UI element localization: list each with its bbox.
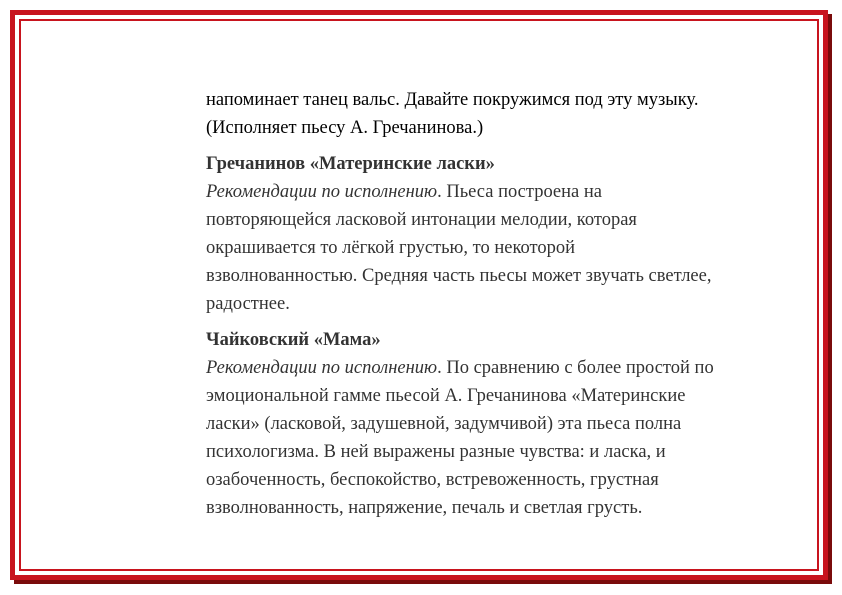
section-body-tchaikovsky	[206, 354, 726, 522]
slide-content	[206, 86, 726, 530]
section-text: . По сравнению с более простой по эмоциональной гамме пьесой А. Гречанинова «Материнские ласки» (ласковой, задушевной, задумчивой) эта пьеса полна психологизма. В ней выражены разные чувства: и ласка, и озабоченность, беспокойство, встревоженность, грустная взволнованность, напряжение, печаль и светлая грусть.	[206, 358, 714, 518]
section-heading-tchaikovsky: Чайковский «Мама»	[206, 330, 381, 350]
section-heading-grechaninov: Гречанинов «Материнские ласки»	[206, 154, 495, 174]
recommendations-label: Рекомендации по исполнению	[206, 358, 438, 378]
section-body-grechaninov	[206, 178, 726, 318]
recommendations-label: Рекомендации по исполнению	[206, 182, 438, 202]
section-text: . Пьеса построена на повторяющейся ласковой интонации мелодии, которая окрашивается то лёгкой грустью, то некоторой взволнованностью. Средняя часть пьесы может звучать светлее, радостнее.	[206, 182, 712, 314]
intro-paragraph: напоминает танец вальс. Давайте покружимся под эту музыку. (Исполняет пьесу А. Гречанинова.)	[206, 90, 699, 138]
